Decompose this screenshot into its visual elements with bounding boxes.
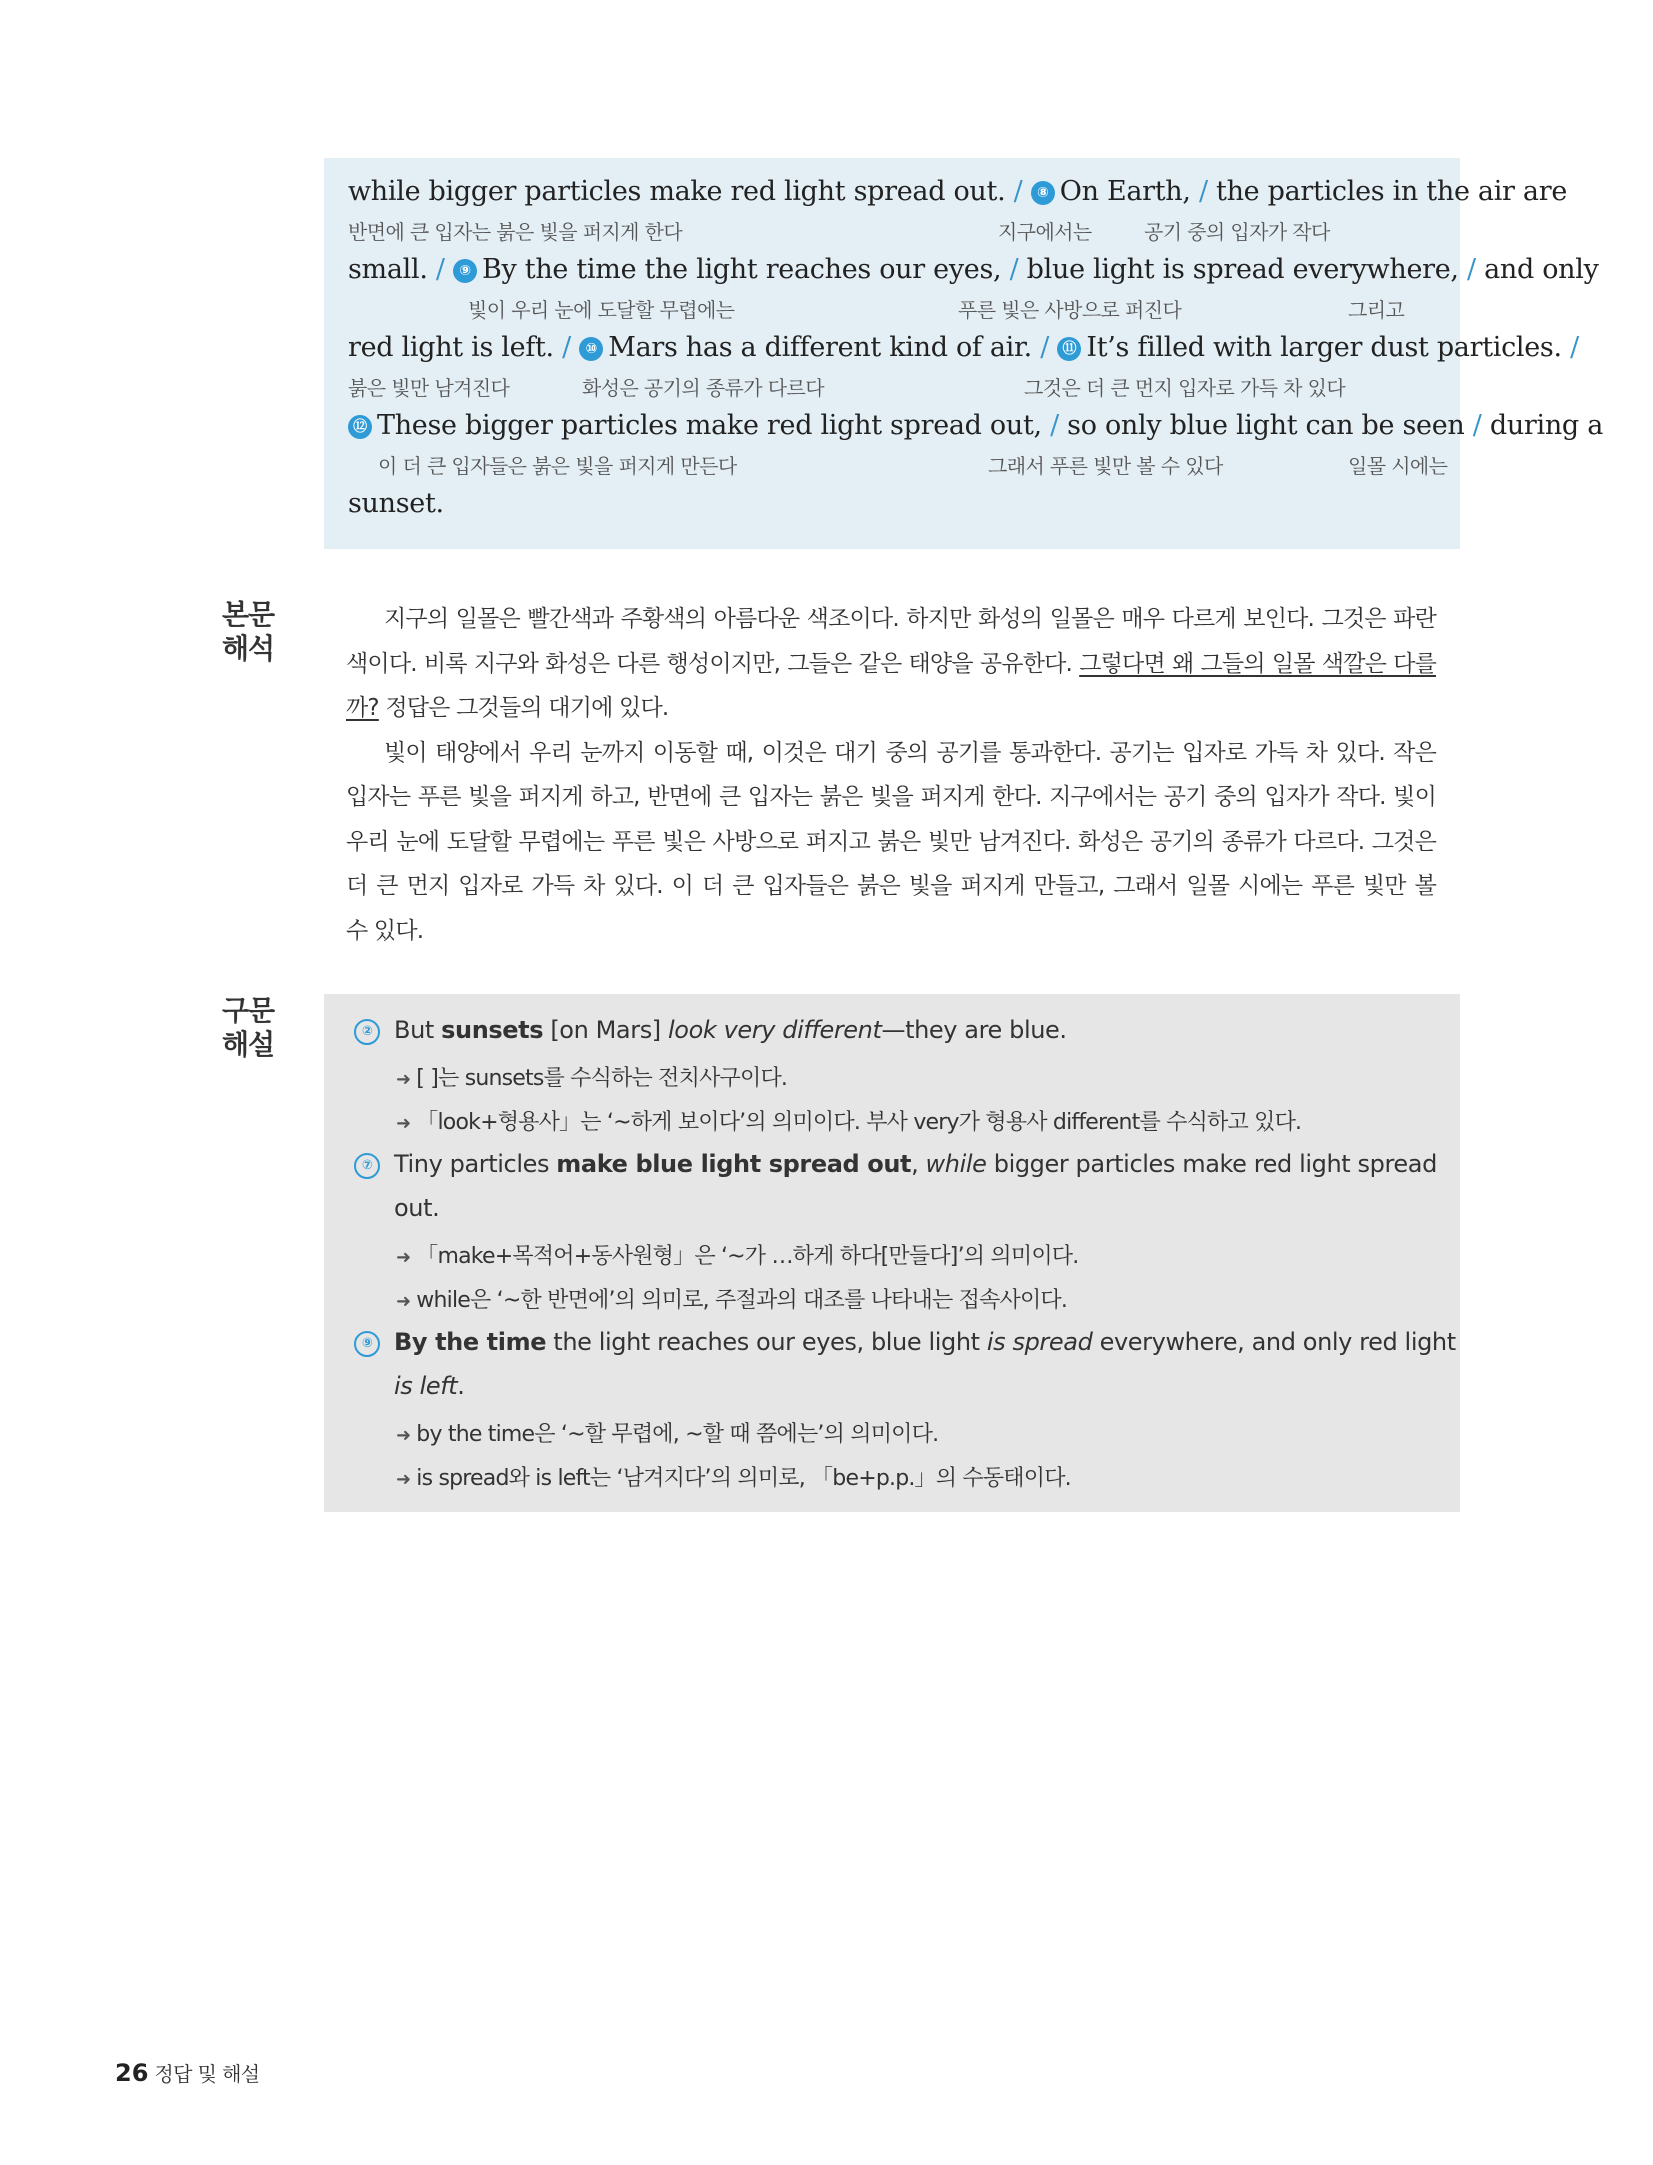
translation-line: 우리 눈에 도달할 무렵에는 푸른 빛은 사방으로 퍼지고 붉은 빛만 남겨진다. 화성은 공기의 종류가 다르다. 그것은 (346, 828, 1436, 855)
underlined-question: 까? (346, 695, 379, 721)
translation-text (346, 597, 1436, 953)
sentence-number-badge: ⑩ (579, 337, 603, 361)
sentence-number-badge: ⑦ (354, 1153, 380, 1179)
arrow-icon: ➜ (396, 1246, 411, 1268)
grammar-sentence-continued: is left. (394, 1372, 465, 1400)
korean-gloss: 일몰 시에는 (1348, 454, 1448, 478)
chunk-slash: / (1198, 176, 1208, 207)
korean-gloss: 공기 중의 입자가 작다 (1144, 220, 1330, 244)
korean-gloss: 화성은 공기의 종류가 다르다 (582, 376, 824, 400)
reading-line-4 (348, 410, 1603, 488)
chunk-slash: / (1009, 254, 1019, 285)
grammar-explanation-box (324, 994, 1460, 1512)
arrow-icon: ➜ (396, 1424, 411, 1446)
chunk-slash: / (1050, 410, 1059, 441)
korean-gloss: 그것은 더 큰 먼지 입자로 가득 차 있다 (1024, 376, 1346, 400)
korean-gloss: 푸른 빛은 사방으로 퍼진다 (958, 298, 1182, 322)
reading-line-2 (348, 254, 1599, 332)
reading-line-3 (348, 332, 1579, 410)
chunk-slash: / (1570, 332, 1579, 363)
footer-title: 정답 및 해설 (154, 2062, 260, 2086)
reading-line-5 (348, 488, 1436, 566)
translation-line: 색이다. 비록 지구와 화성은 다른 행성이지만, 그들은 같은 태양을 공유한다. 그렇다면 왜 그들의 일몰 색깔은 다를 (346, 650, 1437, 677)
translation-line: 더 큰 먼지 입자로 가득 차 있다. 이 더 큰 입자들은 붉은 빛을 퍼지게 만들고, 그래서 일몰 시에는 푸른 빛만 볼 (346, 873, 1436, 899)
grammar-note: ➜ 「look+형용사」는 ‘~하게 보이다’의 의미이다. 부사 very가 형용사 different를 수식하고 있다. (396, 1110, 1302, 1135)
grammar-sentence: ② But sunsets [on Mars] look very different—they are blue. (354, 1016, 1436, 1061)
korean-gloss: 그리고 (1348, 298, 1405, 322)
translation-line: 지구의 일몰은 빨간색과 주황색의 아름다운 색조이다. 하지만 화성의 일몰은 매우 다르게 보인다. 그것은 파란 (384, 606, 1436, 632)
korean-gloss: 그래서 푸른 빛만 볼 수 있다 (988, 454, 1223, 478)
grammar-note: ➜ while은 ‘~한 반면에’의 의미로, 주절과의 대조를 나타내는 접속사이다. (396, 1288, 1068, 1313)
grammar-note: ➜ by the time은 ‘~할 무렵에, ~할 때 쯤에는’의 의미이다. (396, 1421, 939, 1447)
translation-line: 수 있다. (346, 917, 424, 944)
underlined-question: 그렇다면 왜 그들의 일몰 색깔은 다를 (1079, 650, 1437, 677)
grammar-sentence-continued: out. (394, 1194, 440, 1222)
english-line: red light is left. / ⑩ Mars has a different kind of air. / ⑪ It’s filled with larger dust particles. / (348, 332, 1579, 363)
korean-gloss: 빛이 우리 눈에 도달할 무렵에는 (468, 298, 735, 322)
arrow-icon: ➜ (396, 1291, 411, 1312)
translation-line: 까? 정답은 그것들의 대기에 있다. (346, 695, 669, 721)
sentence-number-badge: ⑧ (1031, 181, 1055, 205)
grammar-sentence: ⑦ Tiny particles make blue light spread out, while bigger particles make red light spread (354, 1150, 1436, 1195)
grammar-note: ➜ is spread와 is left는 ‘남겨지다’의 의미로, 「be+p.p.」의 수동태이다. (396, 1466, 1071, 1491)
page-number: 26 (115, 2059, 149, 2087)
grammar-sentence: ⑨ By the time the light reaches our eyes, blue light is spread everywhere, and only red light (354, 1328, 1436, 1373)
english-line: sunset. (348, 488, 444, 519)
page-footer (115, 2058, 260, 2087)
grammar-note: ➜ [ ]는 sunsets를 수식하는 전치사구이다. (396, 1065, 788, 1091)
korean-gloss: 반면에 큰 입자는 붉은 빛을 퍼지게 한다 (348, 220, 683, 244)
korean-gloss: 붉은 빛만 남겨진다 (348, 376, 510, 400)
arrow-icon: ➜ (396, 1113, 411, 1134)
english-line: small. / ⑨ By the time the light reaches our eyes, / blue light is spread everywhere, / and only (348, 254, 1599, 285)
chunk-slash: / (1040, 332, 1050, 363)
chunk-slash: / (562, 332, 571, 363)
translation-line: 입자는 푸른 빛을 퍼지게 하고, 반면에 큰 입자는 붉은 빛을 퍼지게 한다. 지구에서는 공기 중의 입자가 작다. 빛이 (346, 784, 1436, 810)
chunk-slash: / (435, 254, 445, 285)
english-line: while bigger particles make red light spread out. / ⑧ On Earth, / the particles in the air are (348, 176, 1568, 207)
translation-heading: 본문 해석 (222, 598, 275, 665)
reading-line-1 (348, 176, 1568, 254)
arrow-icon: ➜ (396, 1068, 411, 1090)
korean-gloss: 지구에서는 (998, 220, 1092, 244)
chunk-slash: / (1466, 254, 1476, 285)
grammar-note: ➜ 「make+목적어+동사원형」은 ‘~가 …하게 하다[만들다]’의 의미이다. (396, 1243, 1079, 1269)
sentence-number-badge: ⑫ (348, 415, 372, 439)
chunk-slash: / (1013, 176, 1023, 207)
chunk-slash: / (1472, 410, 1482, 441)
translation-line: 빛이 태양에서 우리 눈까지 이동할 때, 이것은 대기 중의 공기를 통과한다. 공기는 입자로 가득 차 있다. 작은 (384, 739, 1436, 766)
sentence-number-badge: ② (354, 1019, 380, 1045)
korean-gloss: 이 더 큰 입자들은 붉은 빛을 퍼지게 만든다 (378, 454, 737, 478)
english-line: ⑫ These bigger particles make red light spread out, / so only blue light can be seen / during a (348, 410, 1603, 441)
sentence-number-badge: ⑨ (453, 259, 477, 283)
arrow-icon: ➜ (396, 1469, 411, 1490)
grammar-heading: 구문 해설 (222, 994, 275, 1061)
sentence-number-badge: ⑪ (1057, 337, 1081, 361)
sentence-number-badge: ⑨ (354, 1331, 380, 1357)
reading-passage-box (324, 158, 1603, 549)
